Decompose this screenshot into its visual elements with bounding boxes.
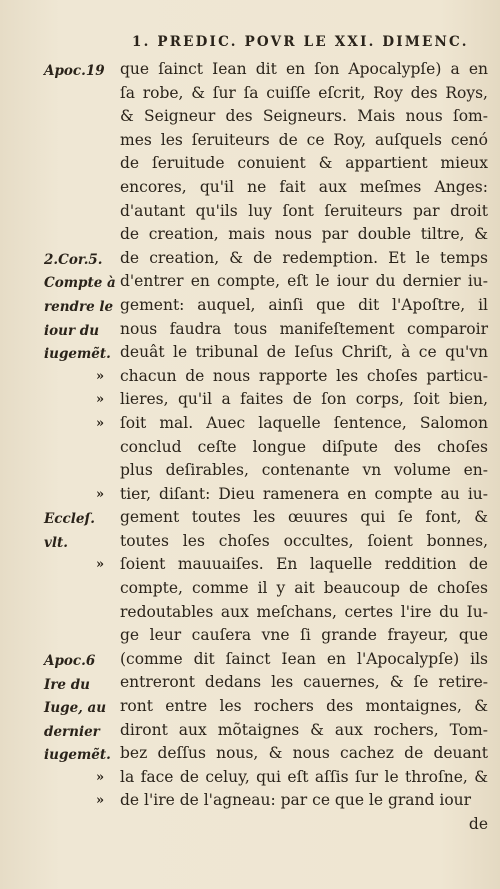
text-line [120, 294, 488, 318]
text-line-content: ge leur cauſera vne ſi grande frayeur, que [120, 626, 488, 645]
quotation-mark: » [96, 769, 105, 785]
marginal-note-line: Eccleſ. [44, 511, 95, 528]
marginal-note-line: Ire du [44, 676, 90, 693]
text-line [120, 247, 488, 271]
marginal-note-line: iugemẽt. [44, 346, 111, 363]
text-line-content: chacun de nous rapporte les choſes particu- [120, 366, 488, 385]
text-line [120, 813, 488, 837]
text-line-content: la face de celuy, qui eſt aſſis ſur le throſne, & [120, 767, 488, 786]
text-line [120, 719, 488, 743]
text-line-content: mes les ſeruiteurs de ce Roy, auſquels cenó [120, 130, 488, 149]
text-line [120, 742, 488, 766]
text-line-content: ſoit mal. Auec laquelle ſentence, Salomon [120, 413, 488, 432]
text-line [120, 129, 488, 153]
text-line-content: entreront dedans les cauernes, & ſe retire- [120, 673, 488, 692]
text-line-content: de creation, & de redemption. Et le temps [120, 248, 488, 267]
marginal-note-line: iour du [44, 322, 100, 339]
text-line-content: compte, comme il y ait beaucoup de choſes [120, 579, 488, 598]
text-line [120, 695, 488, 719]
marginal-note [44, 674, 124, 768]
text-line [120, 318, 488, 342]
text-line-content: d'entrer en compte, eſt le iour du dernier iu- [120, 272, 488, 291]
text-line-content: ront entre les rochers des montaignes, & [120, 697, 488, 716]
text-line-content: plus deſirables, contenante vn volume en- [120, 461, 488, 480]
text-line [120, 58, 488, 82]
text-line [120, 152, 488, 176]
marginal-note [44, 272, 124, 366]
marginal-note-line: rendre le [44, 298, 114, 315]
text-line-content: nous faudra tous manifeſtement comparoir [120, 319, 488, 338]
text-line [96, 483, 488, 507]
text-line-content: tier, diſant: Dieu ramenera en compte au iu- [120, 484, 488, 503]
text-line-content: que ſainct Iean dit en ſon Apocalypſe) a en [120, 60, 488, 78]
text-line [120, 223, 488, 247]
text-line [120, 176, 488, 200]
text-line-content: encores, qu'il ne fait aux meſmes Anges: [120, 177, 488, 196]
text-line [96, 553, 488, 577]
marginal-note [44, 650, 124, 674]
marginal-note [44, 508, 124, 555]
text-line-content: de creation, mais nous par double tiltre, & [120, 225, 488, 244]
text-line [96, 365, 488, 389]
text-line [120, 270, 488, 294]
text-line-content: bez deſſus nous, & nous cachez de deuant [120, 744, 488, 763]
main-text [96, 58, 488, 837]
text-line [120, 601, 488, 625]
text-line-content: diront aux mõtaignes & aux rochers, Tom- [120, 720, 488, 739]
text-line-content: redoutables aux meſchans, certes l'ire du Iu- [120, 602, 488, 621]
text-line-content: de l'ire de l'agneau: par ce que le grand iour [120, 791, 472, 810]
text-line [96, 412, 488, 436]
text-line-content: lieres, qu'il a faites de ſon corps, ſoit bien, [120, 390, 488, 409]
text-line [120, 200, 488, 224]
text-line [120, 436, 488, 460]
text-line [96, 789, 488, 813]
text-line-content: & Seigneur des Seigneurs. Mais nous ſom- [120, 107, 488, 126]
text-line [120, 530, 488, 554]
marginal-note [44, 249, 124, 273]
text-line [120, 506, 488, 530]
quotation-mark: » [96, 368, 105, 384]
text-line-content: de ſeruitude conuient & appartient mieux [120, 154, 488, 173]
text-line [120, 577, 488, 601]
text-line [96, 388, 488, 412]
text-line-content: conclud ceſte longue diſpute des choſes [120, 437, 488, 456]
text-line [120, 624, 488, 648]
text-line-content: ſa robe, & ſur ſa cuiſſe eſcrit, Roy des Roys, [120, 83, 488, 102]
quotation-mark: » [96, 415, 105, 431]
text-line-content: gement toutes les œuures qui ſe font, & [120, 508, 488, 527]
text-line-content: deuât le tribunal de Ieſus Chriſt, à ce qu'vn [120, 343, 488, 362]
text-line-content: (comme dit ſainct Iean en l'Apocalypſe) ils [120, 649, 488, 668]
marginal-note [44, 60, 124, 84]
text-line-content: de [468, 815, 488, 833]
text-line-content: gement: auquel, ainſi que dit l'Apoſtre, il [120, 295, 488, 314]
text-line [120, 82, 488, 106]
text-line [96, 766, 488, 790]
marginal-note-line: vlt. [44, 534, 68, 551]
text-line [120, 671, 488, 695]
quotation-mark: » [96, 486, 105, 502]
text-line [120, 105, 488, 129]
quotation-mark: » [96, 793, 105, 809]
marginal-note-line: Iuge, au [44, 700, 107, 717]
text-line-content: toutes les choſes occultes, ſoient bonnes, [120, 531, 488, 550]
marginal-note-line: Apoc.6 [44, 653, 96, 669]
text-line-content: d'autant qu'ils luy ſont ſeruiteurs par droit [120, 201, 488, 220]
marginal-note-line: Compte à [44, 275, 116, 292]
marginal-note-line: iugemẽt. [44, 747, 111, 764]
text-line-content: ſoient mauuaiſes. En laquelle reddition de [120, 555, 488, 574]
text-line [120, 459, 488, 483]
marginal-note-line: 2.Cor.5. [44, 251, 103, 268]
running-head: 1. PREDIC. POVR LE XXI. DIMENC. [132, 34, 469, 50]
text-line [120, 648, 488, 672]
quotation-mark: » [96, 392, 105, 408]
marginal-note-line: dernier [44, 723, 100, 740]
marginal-note-line: Apoc.19 [44, 63, 105, 79]
quotation-mark: » [96, 557, 105, 573]
text-line [120, 341, 488, 365]
